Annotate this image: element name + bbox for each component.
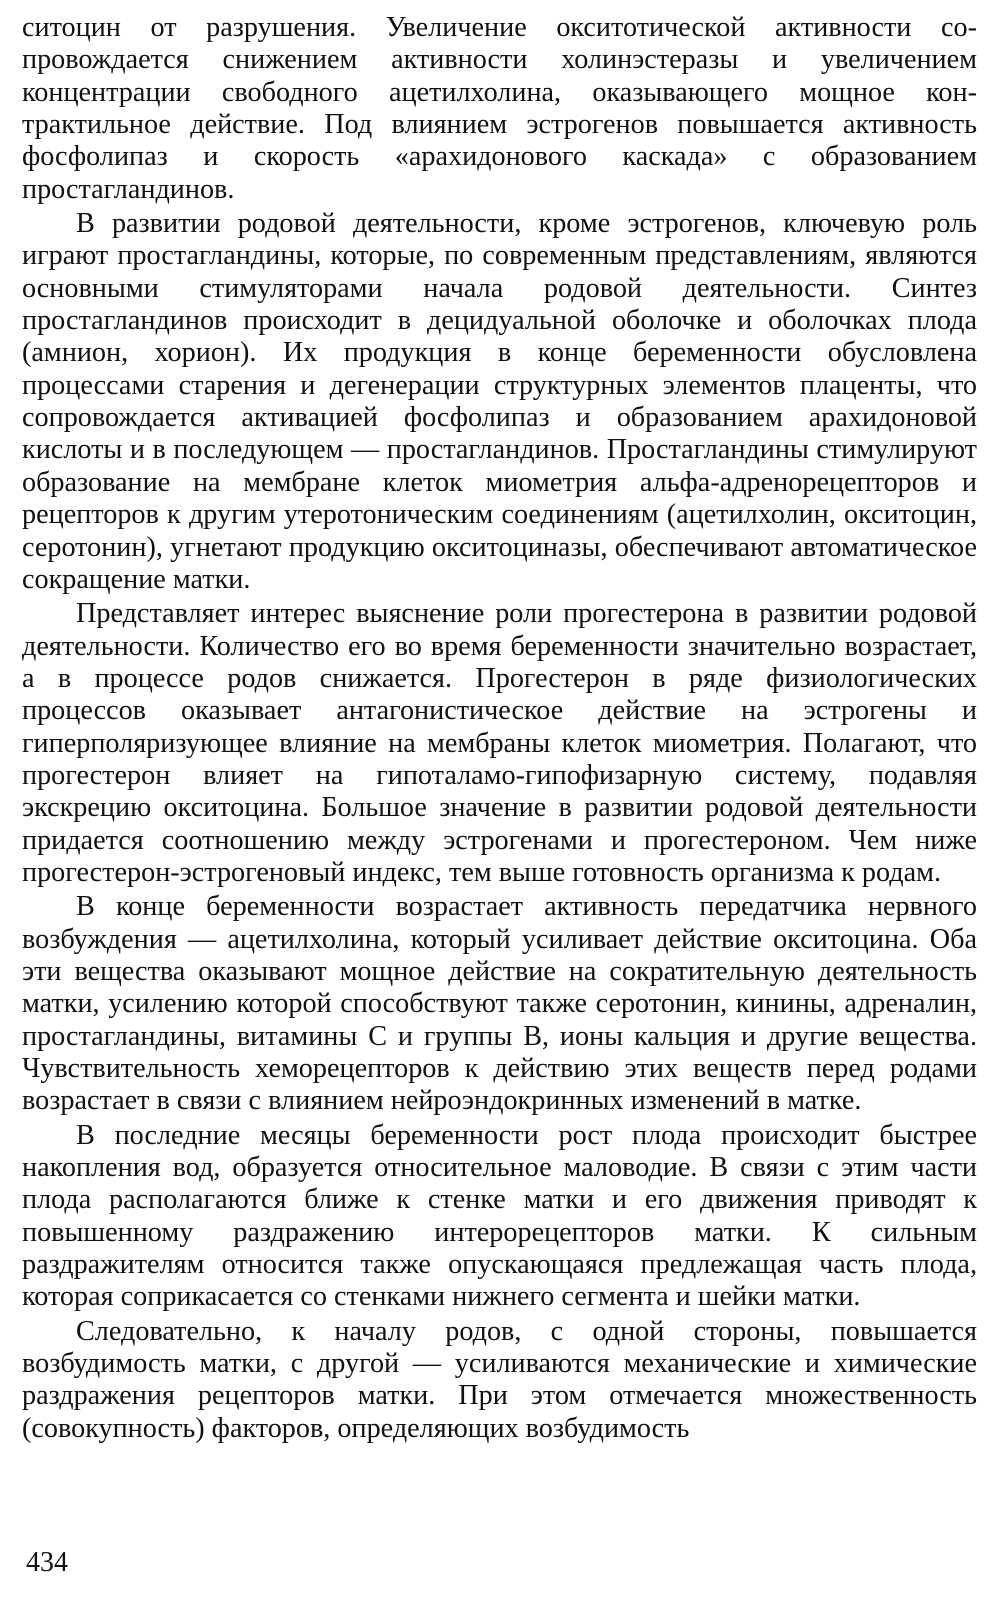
paragraph-last-months: В последние месяцы беременности рост плода происходит быстрее накопления вод, образуется относительное маловодие. В связи с этим части плода располагаются ближе к стенке матки и его движения приводят к повышенному раздражению интерорецепторов матки. К сильным раздражителям относится также опускающаяся предлежащая часть плода, которая соприкасается со стенками нижнего сегмента и шейки матки. xyxy=(22,1119,977,1313)
page-number: 434 xyxy=(26,1547,68,1578)
paragraph-continuation: ситоцин от разрушения. Увеличение окситотической активности сопровождается снижением активности холинэстеразы и увеличением концентрации свободного ацетилхолина, оказывающего мощное контрактильное действие. Под влиянием эстрогенов повышается активность фосфолипаз и скорость «арахидонового каскада» с образованием простагландинов. xyxy=(22,12,977,205)
paragraph-conclusion: Следовательно, к началу родов, с одной стороны, повышается возбудимость матки, с другой — усиливаются механические и химические раздражения рецепторов матки. При этом отмечается множественность (совокупность) факторов, определяющих возбудимость xyxy=(22,1315,977,1444)
paragraph-prostaglandins: В развитии родовой деятельности, кроме эстрогенов, ключевую роль играют простагландины, которые, по современным представлениям, являются основными стимуляторами начала родовой деятельности. Синтез простагландинов происходит в децидуальной оболочке и оболочках плода (амнион, хорион). Их продукция в конце беременности обусловлена процессами старения и дегенерации структурных элементов плаценты, что сопровождается активацией фосфолипаз и образованием арахидоновой кислоты и в последующем — простагландинов. Простагландины стимулируют образование на мембране клеток миометрия альфа-адренорецепторов и рецепторов к другим утеротоническим соединениям (ацетилхолин, окситоцин, серотонин), угнетают продукцию окситоциназы, обеспечивают автоматическое сокращение матки. xyxy=(22,208,977,595)
paragraph-progesterone: Представляет интерес выяснение роли прогестерона в развитии родовой деятельности. Количество его во время беременности значительно возрастает, а в процессе родов снижается. Прогестерон в ряде физиологических процессов оказывает антагонистическое действие на эстрогены и гиперполяризующее влияние на мембраны клеток миометрия. Полагают, что прогестерон влияет на гипоталамо-гипофизарную систему, подавляя экскрецию окситоцина. Большое значение в развитии родовой деятельности придается соотношению между эстрогенами и прогестероном. Чем ниже прогестерон-эстрогеновый индекс, тем выше готовность организма к родам. xyxy=(22,598,977,888)
document-page xyxy=(22,12,977,1572)
paragraph-acetylcholine: В конце беременности возрастает активность передатчика нервного возбуждения — ацетилхолина, который усиливает действие окситоцина. Оба эти вещества оказывают мощное действие на сократительную деятельность матки, усилению которой способствуют также серотонин, кинины, адреналин, простагландины, витамины С и группы В, ионы кальция и другие вещества. Чувствительность хеморецепторов к действию этих веществ перед родами возрастает в связи с влиянием нейроэндокринных изменений в матке. xyxy=(22,891,977,1117)
